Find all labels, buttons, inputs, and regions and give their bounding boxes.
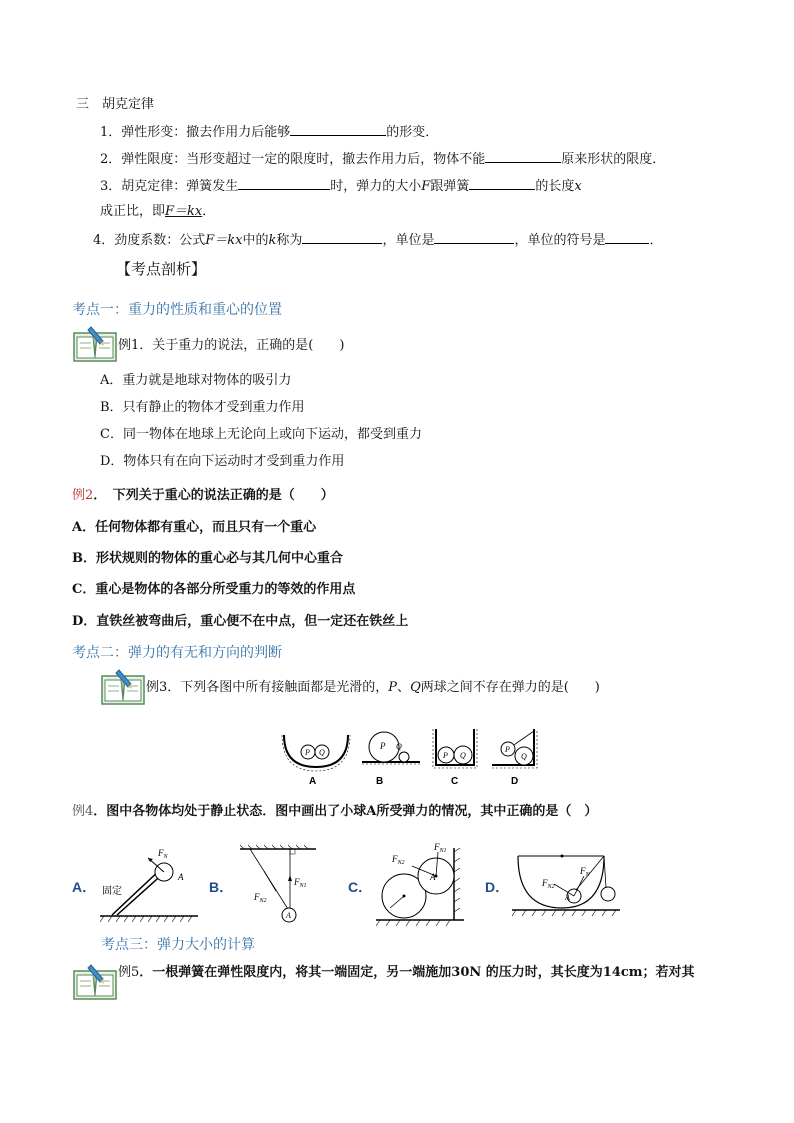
hooke-item-1-text-end: 的形变． — [386, 125, 439, 140]
section-heading-hooke: 三 胡克定律 — [76, 97, 155, 112]
hooke-item-4-text-d: ，单位是 — [382, 233, 435, 248]
example-2-option-c[interactable]: C．重心是物体的各部分所受重力的等效的作用点 — [72, 582, 356, 597]
hooke-item-4 — [93, 229, 662, 251]
example-5-number: 例5 — [118, 965, 140, 980]
kaodian-2-title: 考点二：弹力的有无和方向的判断 — [72, 645, 282, 661]
figure-c-box — [433, 729, 477, 768]
example-4-option-b[interactable]: B． — [209, 879, 234, 895]
example-2-stem — [72, 486, 334, 506]
hooke-item-3-continued — [100, 202, 215, 222]
example-4-option-c[interactable]: C． — [348, 879, 373, 895]
hooke-item-3-text-d: 的长度 — [535, 179, 575, 194]
example-5-stem — [118, 963, 695, 983]
notebook-icon — [101, 668, 145, 706]
example-1-option-b[interactable]: B．只有静止的物体才受到重力作用 — [100, 400, 305, 415]
ball-q-label: Q — [396, 742, 402, 751]
hooke-item-4-text-e: ，单位的符号是 — [514, 233, 606, 248]
ball-q-label: Q — [521, 752, 527, 761]
hooke-item-3-text: 3．胡克定律：弹簧发生 — [100, 179, 239, 194]
example-3-text: ．下列各图中所有接触面都是光滑的， — [167, 680, 389, 695]
hooke-item-4-text-b: 中的 — [242, 233, 269, 248]
figure-d-wall — [492, 729, 537, 768]
example-1-option-a[interactable]: A．重力就是地球对物体的吸引力 — [100, 373, 292, 388]
hooke-item-3 — [100, 175, 582, 197]
ball-label-a: A — [430, 872, 436, 882]
force-label: $F_N$ — [158, 848, 168, 860]
hooke-item-3-text-b: 时，弹力的大小 — [330, 179, 422, 194]
blank-line[interactable] — [238, 175, 330, 190]
force-label: $F_{N2}$ — [542, 878, 555, 890]
var-Q: Q — [410, 680, 421, 695]
ball-p-label: P — [443, 751, 448, 760]
example-2-text: ． 下列关于重心的说法正确的是（ ） — [93, 488, 334, 503]
hooke-item-3-text-c: 跟弹簧 — [430, 179, 470, 194]
example-4-figure-d — [510, 850, 622, 916]
hooke-item-4-text-c: 称为 — [276, 233, 303, 248]
figure-b-balls — [362, 732, 420, 764]
example-2-number: 例2 — [72, 488, 94, 503]
hooke-item-1-text: 1．弹性形变：撤去作用力后能够 — [100, 125, 291, 140]
example-2-option-a[interactable]: A．任何物体都有重心，而且只有一个重心 — [72, 520, 317, 535]
hooke-item-4-text: 4．劲度系数：公式 — [93, 233, 206, 248]
example-2-option-b[interactable]: B．形状规则的物体的重心必与其几何中心重合 — [72, 551, 343, 566]
example-5-text: ．一根弹簧在弹性限度内，将其一端固定，另一端施加30N 的压力时，其长度为14cm；若对其 — [139, 965, 695, 980]
hooke-item-4-text-f: ． — [649, 233, 663, 248]
ball-q-label: Q — [319, 748, 325, 757]
example-3-sep: 、 — [397, 680, 411, 695]
ball-label-a: A — [178, 872, 184, 882]
figure-label-c: C — [451, 776, 459, 787]
blank-line[interactable] — [469, 175, 535, 190]
example-2-option-d[interactable]: D．直铁丝被弯曲后，重心便不在中点，但一定还在铁丝上 — [72, 614, 409, 629]
example-1-stem — [118, 336, 344, 356]
example-1-option-c[interactable]: C．同一物体在地球上无论向上或向下运动，都受到重力 — [100, 427, 422, 442]
hooke-item-3-cont-text: 成正比，即 — [100, 204, 166, 219]
ball-label-a: A — [286, 911, 291, 920]
example-4-number: 例4 — [72, 804, 94, 819]
hooke-item-2-text-end: 原来形状的限度． — [561, 152, 666, 167]
notebook-icon — [73, 325, 117, 363]
example-3-text-end: 两球之间不存在弹力的是( ) — [420, 680, 600, 695]
figure-label-b: B — [376, 776, 384, 787]
blank-line[interactable] — [434, 229, 514, 244]
force-label: $F_{N2}$ — [254, 892, 267, 904]
notebook-icon — [73, 963, 117, 1001]
hooke-item-2-text: 2．弹性限度：当形变超过一定的限度时，撤去作用力后，物体不能 — [100, 152, 486, 167]
hooke-item-3-cont-end: ． — [202, 204, 216, 219]
example-1-number: 例1 — [118, 338, 140, 353]
force-label: $F_{N1}$ — [294, 877, 307, 889]
ball-p-label: P — [505, 745, 510, 754]
example-4-stem — [72, 802, 597, 822]
example-4-figure-b — [238, 845, 318, 927]
kaodian-1-title: 考点一：重力的性质和重心的位置 — [72, 302, 282, 318]
example-4-figure-c — [374, 838, 474, 926]
var-P: P — [388, 680, 398, 695]
example-1-option-d[interactable]: D．物体只有在向下运动时才受到重力作用 — [100, 454, 345, 469]
example-3-stem — [146, 678, 600, 698]
ball-p-label: P — [380, 741, 386, 751]
ball-label-a: A — [565, 893, 570, 902]
blank-line[interactable] — [302, 229, 382, 244]
figure-label-a: A — [309, 776, 317, 787]
formula-fkx: F＝kx — [165, 204, 203, 219]
example-4-text: ．图中各物体均处于静止状态．图中画出了小球A所受弹力的情况，其中正确的是（ ） — [93, 804, 598, 819]
force-label: $F_N$ — [580, 866, 590, 878]
var-F: F — [421, 179, 431, 194]
analysis-heading: 【考点剖析】 — [116, 260, 207, 278]
var-k: k — [268, 233, 277, 248]
hooke-item-2 — [100, 148, 665, 170]
blank-line[interactable] — [605, 229, 649, 244]
formula-fkx: F＝kx — [205, 233, 243, 248]
hooke-item-1 — [100, 121, 438, 143]
example-1-text: ．关于重力的说法，正确的是( ) — [139, 338, 345, 353]
var-x: x — [574, 179, 582, 194]
kaodian-3-title: 考点三：弹力大小的计算 — [101, 937, 255, 953]
example-4-figure-a — [98, 838, 210, 926]
blank-line[interactable] — [290, 121, 386, 136]
example-4-option-a[interactable]: A． — [72, 879, 97, 895]
blank-line[interactable] — [485, 148, 561, 163]
force-label: $F_{N2}$ — [392, 854, 405, 866]
example-3-figures — [280, 727, 550, 789]
force-label: $F_{N1}$ — [434, 842, 447, 854]
ball-q-label: Q — [460, 751, 466, 760]
example-3-number: 例3 — [146, 680, 168, 695]
ball-p-label: P — [305, 748, 310, 757]
figure-label-d: D — [511, 776, 519, 787]
fixed-label: 固定 — [102, 886, 122, 897]
figure-a-bowl — [282, 735, 350, 771]
example-4-option-d[interactable]: D． — [485, 879, 510, 895]
